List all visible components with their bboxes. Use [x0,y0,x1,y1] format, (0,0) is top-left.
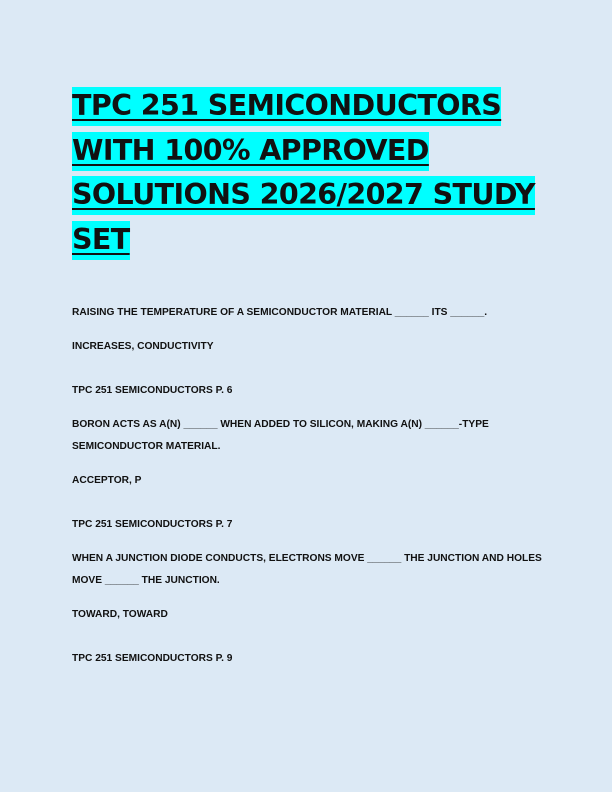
answer-1: INCREASES, CONDUCTIVITY [72,341,214,352]
answer-2: ACCEPTOR, P [72,475,142,486]
answer-3: TOWARD, TOWARD [72,609,168,620]
reference-3: TPC 251 SEMICONDUCTORS P. 9 [72,653,233,664]
document-title [72,84,542,262]
question-1: RAISING THE TEMPERATURE OF A SEMICONDUCTOR MATERIAL ______ ITS ______. [72,307,488,318]
question-3: WHEN A JUNCTION DIODE CONDUCTS, ELECTRONS MOVE ______ THE JUNCTION AND HOLES MOVE ______ THE JUNCTION. [72,553,542,586]
question-2: BORON ACTS AS A(N) ______ WHEN ADDED TO SILICON, MAKING A(N) ______-TYPE SEMICONDUCTOR MATERIAL. [72,419,489,452]
reference-1: TPC 251 SEMICONDUCTORS P. 6 [72,385,233,396]
title-highlight: TPC 251 SEMICONDUCTORS WITH 100% APPROVED SOLUTIONS 2026/2027 STUDY SET [72,87,535,260]
reference-2: TPC 251 SEMICONDUCTORS P. 7 [72,519,233,530]
